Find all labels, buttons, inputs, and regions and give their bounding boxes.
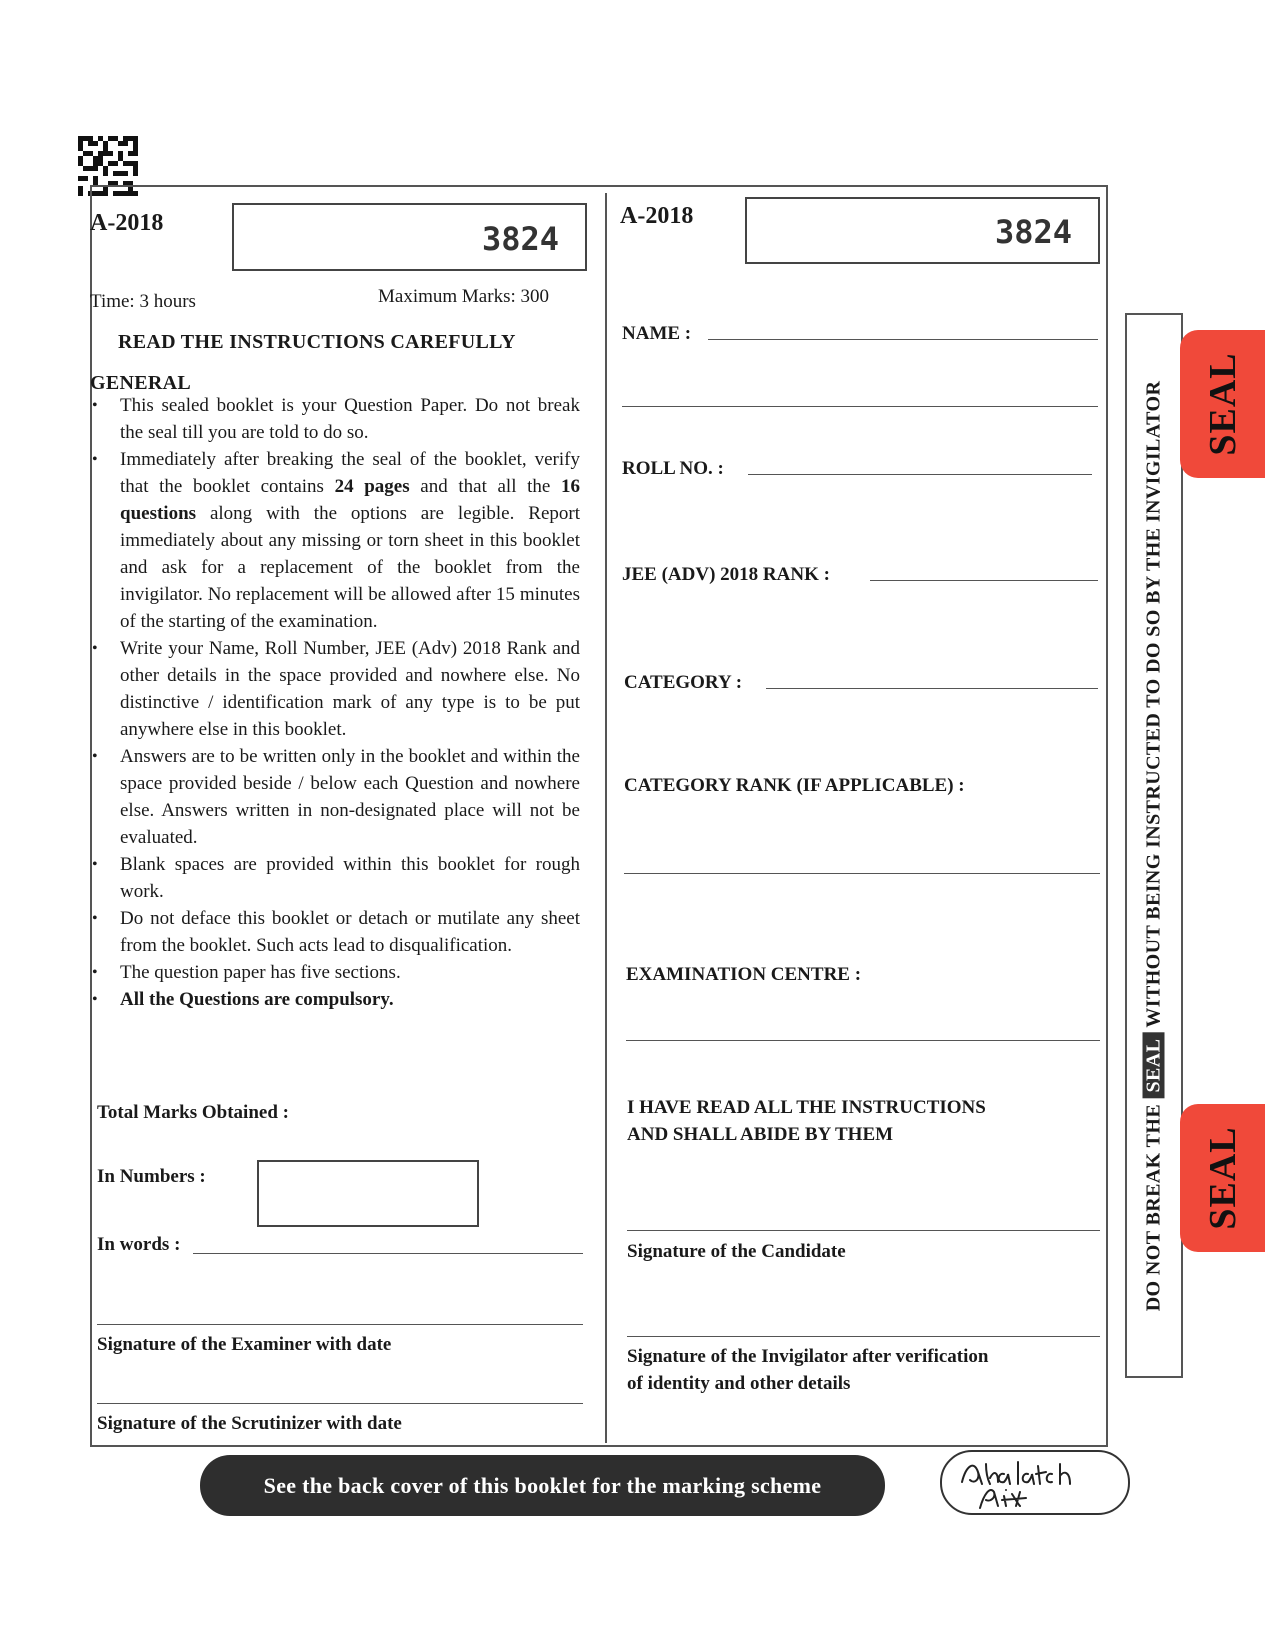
total-marks-label: Total Marks Obtained : — [97, 1102, 289, 1123]
examiner-sig-line[interactable] — [97, 1324, 583, 1325]
list-item: • Immediately after breaking the seal of the booklet, verify that the booklet contains 24 pages and that all the 16 questions along with the options are legible. Report immediately about any missing or torn sheet in this booklet and ask for a replacement of the booklet from the invigilator. No replacement will be allowed after 15 minutes of the starting of the examination. — [90, 446, 580, 635]
declaration-line-1: I HAVE READ ALL THE INSTRUCTIONS — [627, 1097, 986, 1118]
booklet-number-left: 3824 — [232, 203, 587, 271]
marks-number-box[interactable] — [257, 1160, 479, 1227]
list-item: • The question paper has five sections. — [90, 959, 580, 986]
exam-centre-line[interactable] — [626, 1040, 1100, 1041]
instructions-list — [90, 392, 580, 1013]
max-marks-label: Maximum Marks: 300 — [378, 286, 549, 307]
rank-label: JEE (ADV) 2018 RANK : — [622, 564, 830, 585]
roll-no-label: ROLL NO. : — [622, 458, 724, 479]
name-label: NAME : — [622, 323, 692, 344]
column-divider — [605, 193, 607, 1443]
invigilator-sig-label-2: of identity and other details — [627, 1373, 851, 1394]
seal-top[interactable]: SEAL — [1180, 330, 1265, 478]
time-label: Time: 3 hours — [90, 291, 196, 312]
rank-line[interactable] — [870, 580, 1098, 581]
list-item: • Answers are to be written only in the booklet and within the space provided beside / below each Question and nowhere else. Answers written in non-designated place will not be evaluated. — [90, 743, 580, 851]
seal-warning-text: DO NOT BREAK THE SEAL WITHOUT BEING INSTRUCTED TO DO SO BY THE INVIGILATOR — [1142, 380, 1165, 1311]
in-words-label: In words : — [97, 1234, 181, 1255]
in-numbers-label: In Numbers : — [97, 1166, 206, 1187]
category-line[interactable] — [766, 688, 1098, 689]
list-item: • Blank spaces are provided within this booklet for rough work. — [90, 851, 580, 905]
list-item: • Write your Name, Roll Number, JEE (Adv) 2018 Rank and other details in the space provided and nowhere else. No distinctive / identification mark of any type is to be put anywhere else in this booklet. — [90, 635, 580, 743]
booklet-number-right: 3824 — [745, 197, 1100, 264]
paper-code-right: A-2018 — [620, 203, 694, 229]
candidate-sig-line[interactable] — [627, 1230, 1100, 1231]
list-item: • All the Questions are compulsory. — [90, 986, 580, 1013]
in-words-line[interactable] — [193, 1253, 583, 1254]
name-line[interactable] — [708, 339, 1098, 340]
candidate-sig-label: Signature of the Candidate — [627, 1241, 846, 1262]
instructions-heading: READ THE INSTRUCTIONS CAREFULLY — [118, 331, 516, 353]
invigilator-sig-line[interactable] — [627, 1336, 1100, 1337]
marking-scheme-banner: See the back cover of this booklet for the marking scheme — [200, 1455, 885, 1516]
paper-code-left: A-2018 — [90, 210, 164, 236]
list-item: • Do not deface this booklet or detach or mutilate any sheet from the booklet. Such acts lead to disqualification. — [90, 905, 580, 959]
declaration-line-2: AND SHALL ABIDE BY THEM — [627, 1124, 894, 1145]
category-label: CATEGORY : — [624, 672, 743, 693]
seal-warning-text-wrap — [1125, 313, 1183, 1378]
list-item: • This sealed booklet is your Question Paper. Do not break the seal till you are told to do so. — [90, 392, 580, 446]
name-line-2[interactable] — [622, 406, 1098, 407]
category-rank-label: CATEGORY RANK (IF APPLICABLE) : — [624, 775, 965, 796]
scrutinizer-sig-line[interactable] — [97, 1403, 583, 1404]
roll-no-line[interactable] — [748, 474, 1092, 475]
handwritten-signature — [940, 1450, 1130, 1515]
seal-bottom[interactable]: SEAL — [1180, 1104, 1265, 1252]
general-heading: GENERAL — [90, 372, 192, 394]
examiner-sig-label: Signature of the Examiner with date — [97, 1334, 392, 1355]
invigilator-sig-label-1: Signature of the Invigilator after verification — [627, 1346, 989, 1367]
exam-centre-label: EXAMINATION CENTRE : — [626, 964, 862, 985]
scrutinizer-sig-label: Signature of the Scrutinizer with date — [97, 1413, 402, 1434]
category-rank-line[interactable] — [624, 873, 1100, 874]
